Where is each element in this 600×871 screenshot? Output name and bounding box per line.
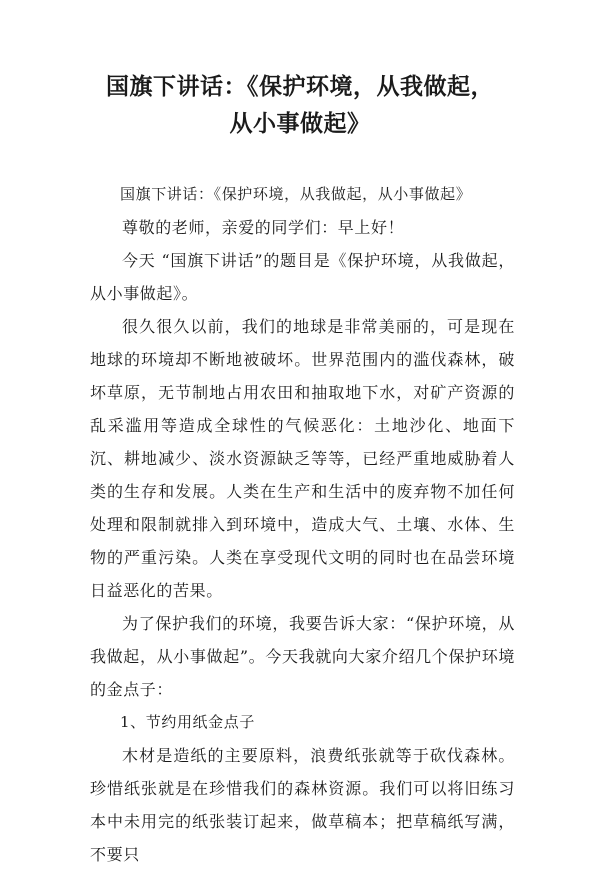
document-title bbox=[60, 68, 540, 142]
document-body bbox=[90, 178, 515, 871]
tips-intro-paragraph: 为了保护我们的环境，我要告诉大家：“保护环境，从我做起，从小事做起”。今天我就向大家介绍几个保护环境的金点子： bbox=[90, 614, 515, 699]
paper-paragraph: 木材是造纸的主要原料，浪费纸张就等于砍伐森林。珍惜纸张就是在珍惜我们的森林资源。我们可以将旧练习本中未用完的纸张装订起来，做草稿本；把草稿纸写满，不要只 bbox=[90, 746, 515, 864]
title-line-2: 从小事做起》 bbox=[229, 110, 371, 137]
title-line-1: 国旗下讲话：《保护环境，从我做起， bbox=[106, 73, 494, 100]
section-heading-paper: 1、节约用纸金点子 bbox=[120, 713, 255, 731]
subtitle-paragraph: 国旗下讲话：《保护环境，从我做起，从小事做起》 bbox=[120, 185, 472, 203]
environment-paragraph: 很久很久以前，我们的地球是非常美丽的，可是现在地球的环境却不断地被破坏。世界范围内的滥伐森林，破坏草原，无节制地占用农田和抽取地下水，对矿产资源的乱采滥用等造成全球性的气候恶化：土地沙化、地面下沉、耕地减少、淡水资源缺乏等等，已经严重地威胁着人类的生存和发展。人类在生产和生活中的废弃物不加任何处理和限制就排入到环境中，造成大气、土壤、水体、生物的严重污染。人类在享受现代文明的同时也在品尝环境日益恶化的苦果。 bbox=[90, 317, 515, 600]
topic-paragraph: 今天 “国旗下讲话”的题目是《保护环境，从我做起，从小事做起》。 bbox=[90, 251, 515, 303]
greeting-paragraph: 尊敬的老师，亲爱的同学们：早上好！ bbox=[122, 218, 405, 237]
